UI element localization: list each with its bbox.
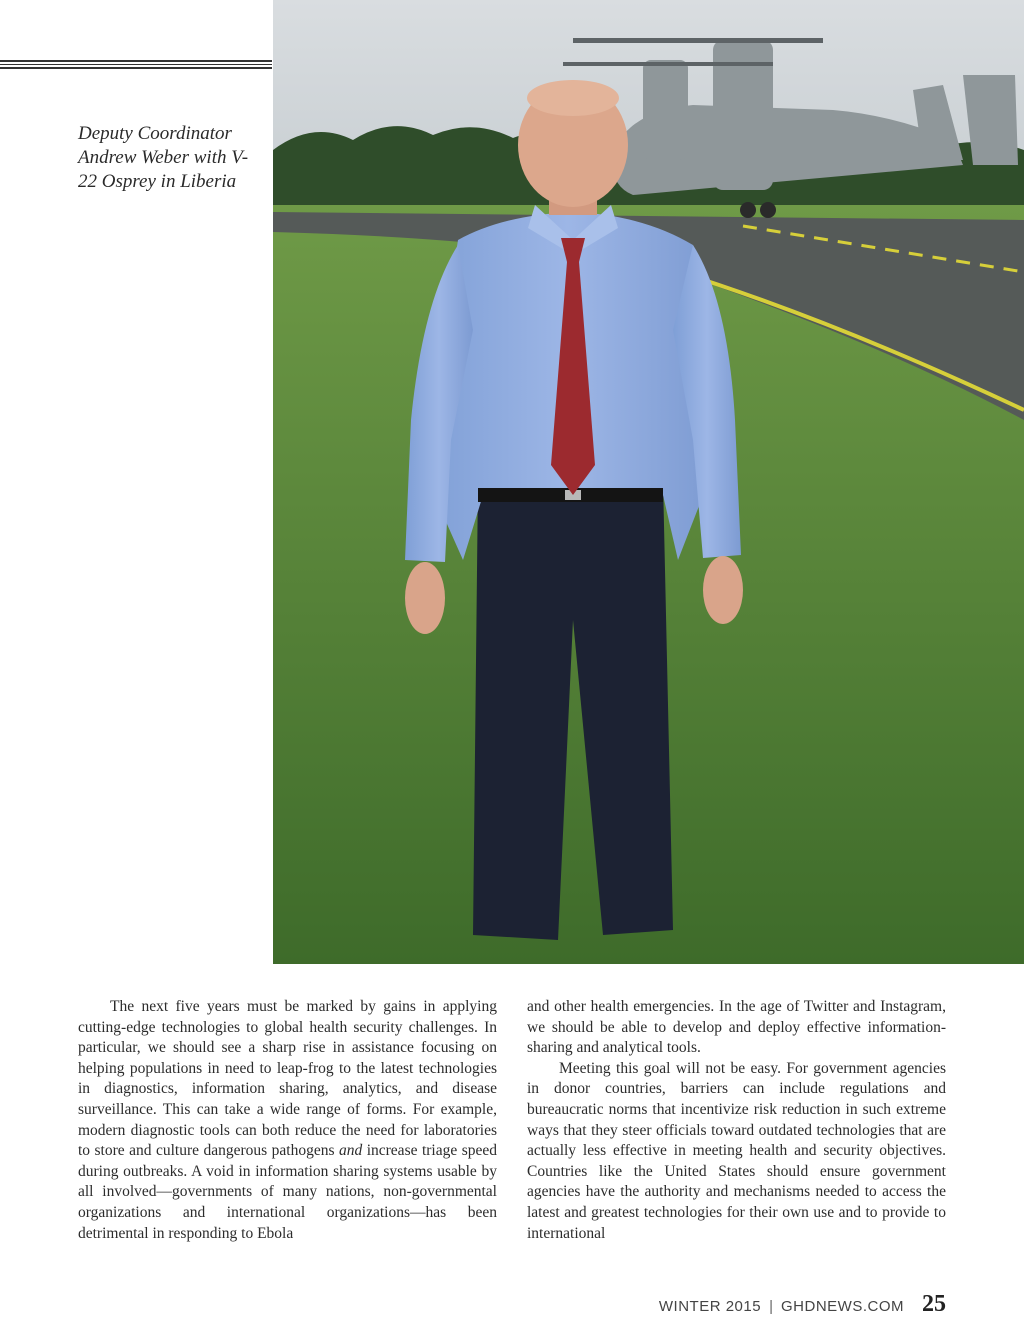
site-link[interactable]: GHDNEWS.COM <box>781 1298 904 1315</box>
photo <box>273 0 1024 964</box>
body-paragraph: and other health emergencies. In the age of Twitter and Instagram, we should be able to develop and deploy effective information-sharing and analytical tools. <box>527 998 946 1057</box>
body-text: increase triage speed during outbreaks. A void in information sharing systems usable by all involved—governments of many nations, non-governmental organizations and international organizations—has been detrimental in responding to Ebola <box>78 1142 497 1242</box>
body-column-right <box>527 997 946 1244</box>
photo-person-with-osprey-aircraft-icon <box>273 0 1024 964</box>
body-text: The next five years must be marked by gains in applying cutting-edge technologies to global health security challenges. In particular, we should see a sharp rise in assistance focusing on helping populations in need to leap-frog to the latest technologies in diagnostics, information sharing, analytics, and disease surveillance. This can take a wide range of forms. For example, modern diagnostic tools can both reduce the need for laboratories to store and culture dangerous pathogens <box>78 998 497 1160</box>
body-column-left <box>78 997 497 1244</box>
footer-separator: | <box>769 1298 773 1315</box>
photo-caption: Deputy Coordinator Andrew Weber with V-22 Osprey in Liberia <box>78 123 249 192</box>
body-paragraph: Meeting this goal will not be easy. For government agencies in donor countries, barriers can include regulations and bureaucratic norms that incentivize risk reduction in such extreme ways that they steer officials toward outdated technologies that are actually less effective in meeting health and security objectives. Countries like the United States should ensure government agencies have the authority and mechanisms needed to access the latest and greatest technologies for their own use and to provide to international <box>527 1059 946 1242</box>
body-emphasis: and <box>338 1142 363 1160</box>
issue-label: WINTER 2015 <box>658 1298 762 1315</box>
body-paragraph <box>78 997 497 1244</box>
page-number: 25 <box>922 1291 946 1317</box>
page-footer <box>659 1291 946 1318</box>
header-rules <box>0 60 272 71</box>
